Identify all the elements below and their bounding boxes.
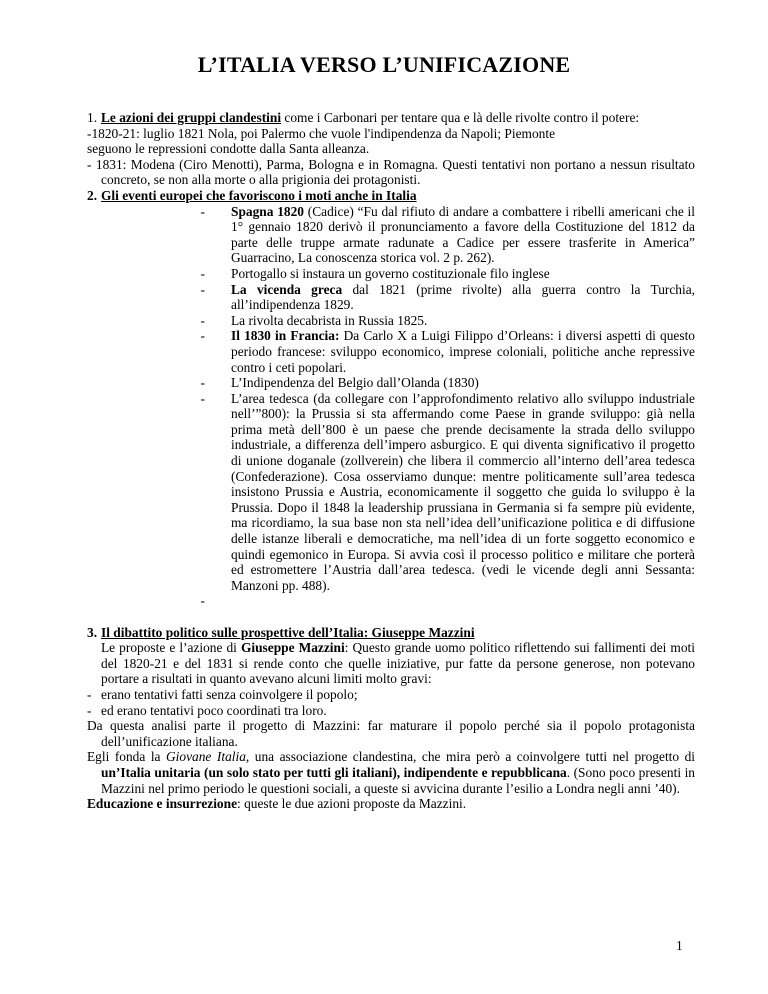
spacer xyxy=(87,609,695,625)
section-2 xyxy=(87,188,695,204)
section-1 xyxy=(87,110,695,126)
list-item: - xyxy=(200,593,205,609)
section-3 xyxy=(87,625,695,641)
paragraph: Educazione e insurrezione: queste le due azioni proposte da Mazzini. xyxy=(87,796,467,812)
list-item: - Portogallo si instaura un governo costituzionale filo inglese xyxy=(200,265,550,281)
section-number: 2. xyxy=(87,187,98,203)
list-item: - Spagna 1820 (Cadice) “Fu dal rifiuto di andare a combattere i ribelli americani che il 1° gennaio 1820 derivò il pronunciamento a favore della Costituzione del 1812 da parte delle truppe armate radunate a Cadice per essere trasferite in America” Guarracino, La conoscenza storica vol. 2 p. 262). xyxy=(200,203,695,266)
page-number: 1 xyxy=(676,938,683,953)
list-item: - Il 1830 in Francia: Da Carlo X a Luigi Filippo d’Orleans: i diversi aspetti di questo periodo francese: sviluppo economico, imprese coloniali, politiche anche repressive contro i ceti popolari. xyxy=(200,328,695,375)
events-list xyxy=(87,204,695,609)
list-item: - La vicenda greca dal 1821 (prime rivolte) alla guerra contro la Turchia, all’indipendenza 1829. xyxy=(200,281,695,313)
document-title: L’ITALIA VERSO L’UNIFICAZIONE xyxy=(197,52,571,77)
list-item: - L’area tedesca (da collegare con l’approfondimento relativo allo sviluppo industriale nell’”800): la Prussia si sta affermando come Paese in grande sviluppo: già nella prima metà dell’800 è un paese che prende decisamente la strada dello sviluppo industriale, a differenza dell’impero asburgico. E qui diventa significativo il progetto di unione doganale (zollverein) che libera il commercio all’interno dell’area tedesca (Confederazione). Cosa osserviamo dunque: mentre politicamente sull’area tedesca insistono Prussia e Austria, economicamente il soggetto che guida lo sviluppo è la Prussia. Dopo il 1848 la leadership prussiana in Germania si fa sempre più evidente, ma ricordiamo, la sua base non sta nell’idea dell’unificazione politica e di diffusione delle istanze liberali e democratiche, ma nell’idea di un forte soggetto economico e quindi egemonico in Europa. Si avvia così il processo politico e militare che porterà ed estromettere l’Austria dall’area tedesca. (vedi le vicende degli anni Sessanta: Manzoni pp. 488). xyxy=(200,390,695,593)
paragraph: -1820-21: luglio 1821 Nola, poi Palermo che vuole l'indipendenza da Napoli; Piemonte xyxy=(87,125,556,141)
section-heading: Gli eventi europei che favoriscono i moti anche in Italia xyxy=(101,187,417,203)
section-number: 1. xyxy=(87,110,98,125)
paragraph: Da questa analisi parte il progetto di Mazzini: far maturare il popolo perché sia il popolo protagonista dell’unificazione italiana. xyxy=(87,718,695,749)
paragraph: - 1831: Modena (Ciro Menotti), Parma, Bologna e in Romagna. Questi tentativi non portano a nessun risultato concreto, se non alla morte o alla prigionia dei protagonisti. xyxy=(87,156,695,188)
section-heading: Il dibattito politico sulle prospettive dell’Italia: Giuseppe Mazzini xyxy=(101,624,475,640)
list-item: - ed erano tentativi poco coordinati tra loro. xyxy=(87,702,327,718)
list-item: - La rivolta decabrista in Russia 1825. xyxy=(200,312,428,328)
section-heading: Le azioni dei gruppi clandestini xyxy=(101,110,282,125)
paragraph: Le proposte e l’azione di Giuseppe Mazzini: Questo grande uomo politico riflettendo sui fallimenti dei moti del 1820-21 e del 1831 si rende conto che quelle iniziative, pur fatte da persone generose, non potevano portare a risultati in quanto avevano alcuni limiti molto gravi: xyxy=(101,640,695,687)
list-item: - erano tentativi fatti senza coinvolgere il popolo; xyxy=(87,686,358,702)
paragraph: seguono le repressioni condotte dalla Santa alleanza. xyxy=(87,141,370,157)
paragraph: Egli fonda la Giovane Italia, una associazione clandestina, che mira però a coinvolgere tutti nel progetto di un’Italia unitaria (un solo stato per tutti gli italiani), indipendente e repubblicana. (Sono poco presenti in Mazzini nel primo periodo le questioni sociali, a queste si avvicina durante l’esilio a Londra negli anni ’40). xyxy=(87,749,696,796)
section-intro: come i Carbonari per tentare qua e là delle rivolte contro il potere: xyxy=(281,110,640,125)
document-body xyxy=(87,110,695,812)
list-item: - L’Indipendenza del Belgio dall’Olanda (1830) xyxy=(200,375,479,391)
section-number: 3. xyxy=(87,624,98,640)
